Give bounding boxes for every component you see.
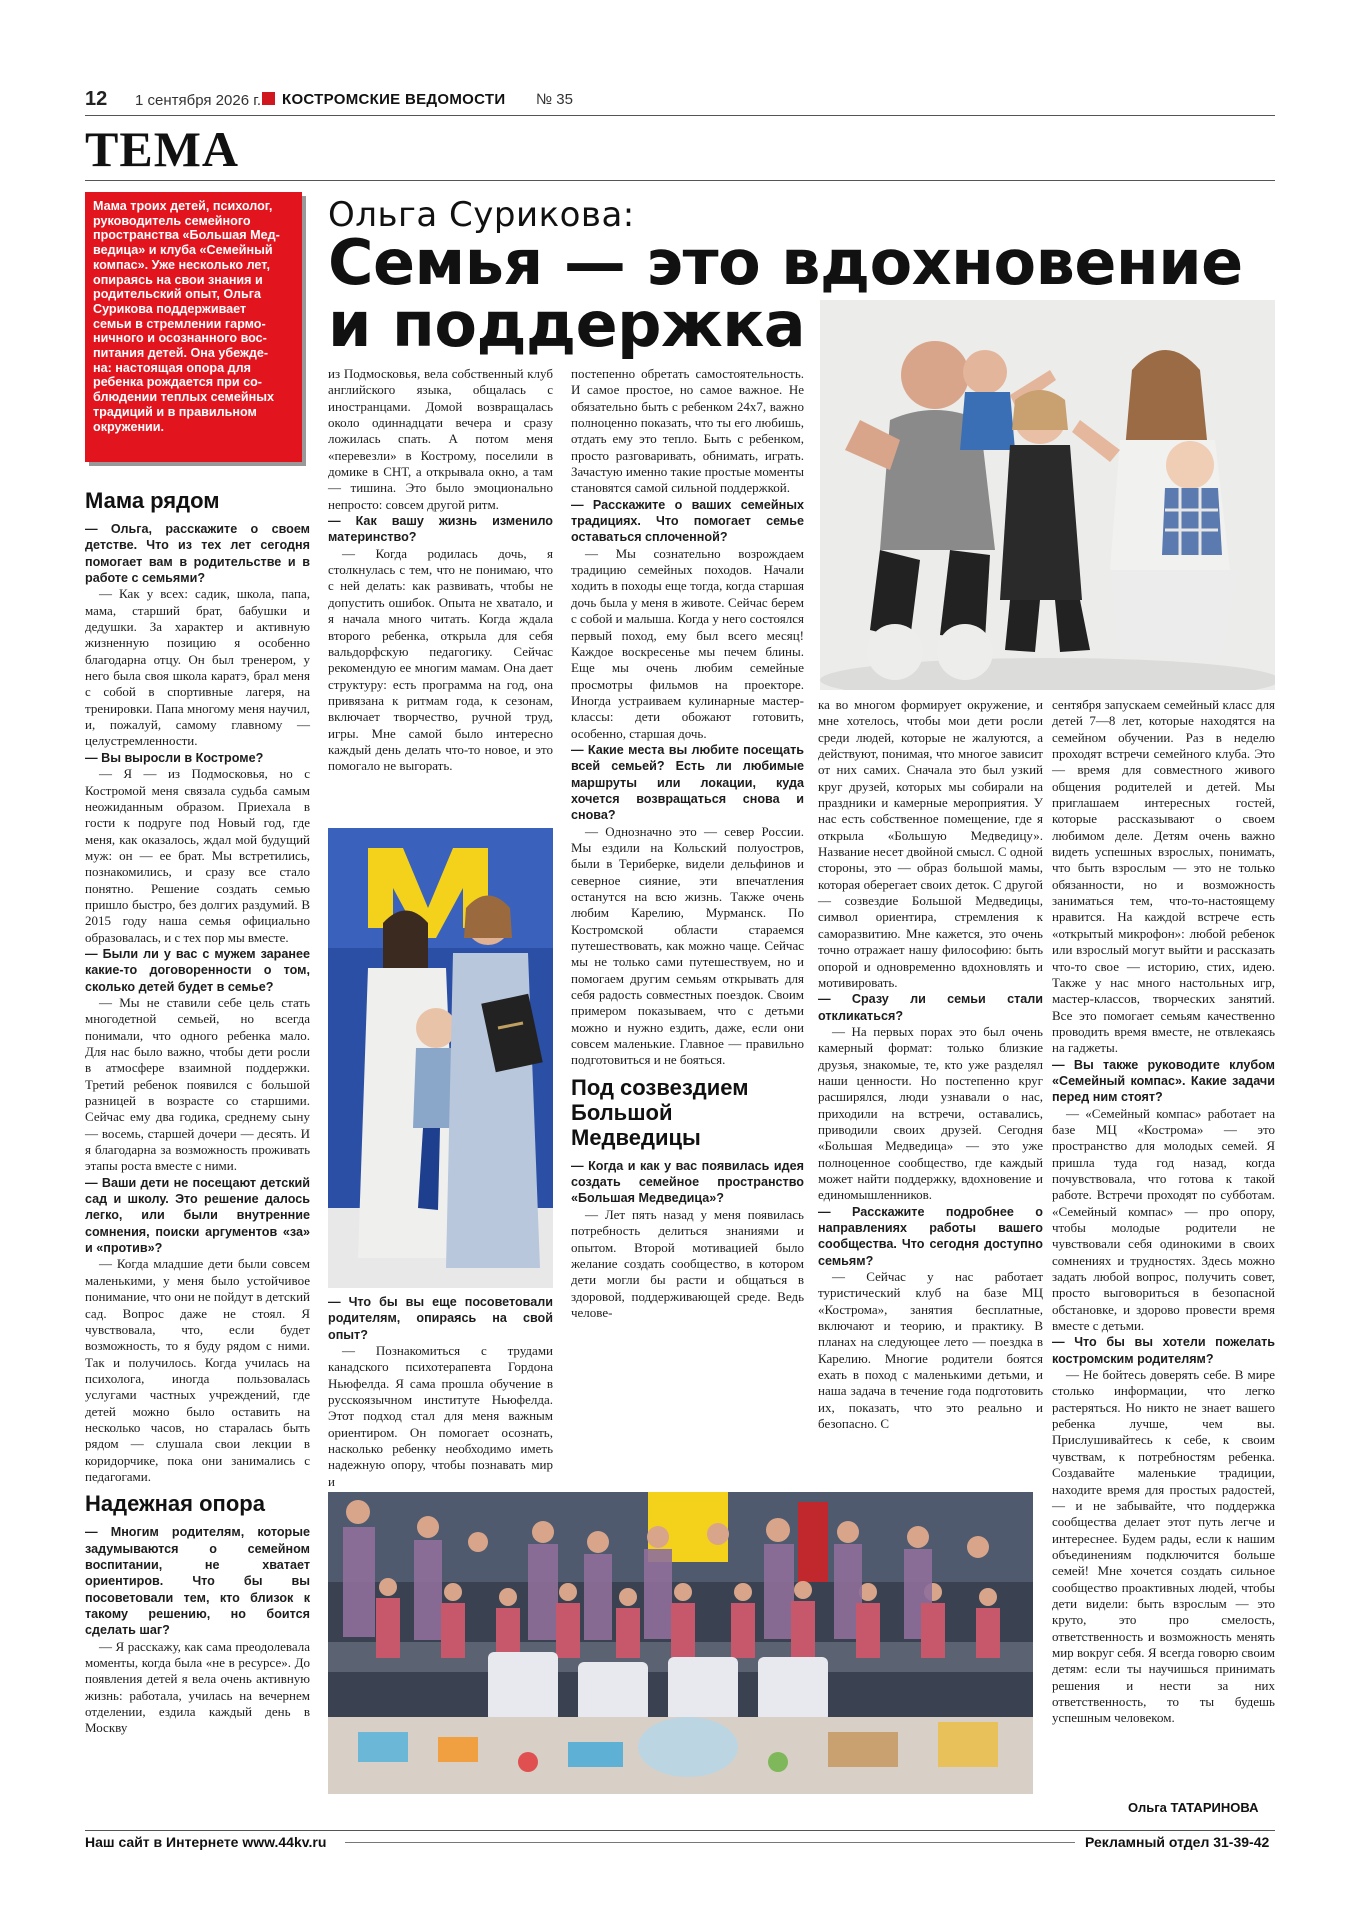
- interview-question: — Многим родителям, которые задумываются о семейном воспитании, не хватает ориентиров. Что бы вы посоветовали тем, кто близок к такому решению, но боится сделать шаг?: [85, 1525, 310, 1638]
- paragraph: — Не бойтесь доверять себе. В мире столько информации, что легко растеряться. Но никто не знает вашего ребенка лучше, чем вы. Прислушивайтесь к себе, к своим чувствам, к потребностям ребенка. Создавайте маленькие традиции, находите время для простых радостей, — и не забывайте, что поддержка сообщества делает этот путь легче и интереснее. Будем рады, если к нашим объединениям подключится больше семей! Мне хочется создать сильное сообщество проактивных людей, чтобы дети видели: быть взрослым — это круто, это про смелость, ответственность и возможность менять мир вокруг себя. Я всегда говорю своим детям: если ты научишься принимать решения и нести за них ответственность, то ты будешь успешным человеком.: [1052, 1367, 1275, 1726]
- paragraph: ка во многом формирует окружение, и мне хотелось, чтобы мои дети росли среди людей, которые не жалуются, а действуют, понимая, что многое зависит от них самих. Сначала это был узкий круг друзей, которых мы собирали на праздники и камерные мероприятия. У нас есть собственное помещение, где я открыла «Большую Медведицу». Название несет двойной смысл. С одной стороны, это — образ большой мамы, которая оберегает своих деток. С другой — созвездие Большой Медведицы, символ ориентира, стремления к саморазвитию. Мне кажется, это очень точно отражает нашу философию: быть опорой и одновременно вдохновлять и мотивировать.: [818, 697, 1043, 990]
- family-photo: [820, 300, 1275, 690]
- lead-line: традиций и в правильном: [93, 404, 257, 419]
- interview-question: — Что бы вы еще посоветовали родителям, опираясь на свой опыт?: [328, 1295, 553, 1342]
- paragraph: — Я расскажу, как сама преодолевала моменты, когда была «не в ресурсе». До появления детей я вела очень активную жизнь: работала, училась на вечернем отделении, ездила каждый день в Москву: [85, 1638, 310, 1736]
- lead-line: опираясь на свои знания и: [93, 272, 263, 287]
- paragraph: — Сейчас у нас работает туристический клуб на базе МЦ «Кострома», занятия бесплатные, включают и теорию, и практику. В планах на следующее лето — поездка в Карелию. Многие родители боятся ехать в поход с маленькими детьми, и наша задача в течение года подготовить их, показать, что это реально и безопасно. С: [818, 1269, 1043, 1432]
- interview-question: — Расскажите подробнее о направлениях работы вашего сообщества. Что сегодня доступно семьям?: [818, 1204, 1043, 1268]
- publication-name: КОСТРОМСКИЕ ВЕДОМОСТИ: [282, 91, 506, 108]
- issue-number: № 35: [536, 91, 573, 108]
- issue-date: 1 сентября 2026 г.: [135, 92, 262, 109]
- lead-line: семьи в стремлении гармо-: [93, 316, 266, 331]
- section-rule: [85, 180, 1275, 181]
- lead-line: ребенка рождается при со-: [93, 375, 262, 390]
- interview-question: — Как вашу жизнь изменило материнство?: [328, 514, 553, 545]
- lead-line: ведица» и клуба «Семейный: [93, 243, 273, 258]
- interview-question: — Сразу ли семьи стали откликаться?: [818, 992, 1043, 1023]
- interview-question: — Расскажите о ваших семейных традициях. Что помогает семье оставаться сплоченной?: [571, 497, 804, 545]
- lead-line: компас». Уже несколько лет,: [93, 257, 270, 272]
- interview-question: — Ольга, расскажите о своем детстве. Что из тех лет сегодня помогает вам в родительстве и в работе с семьями?: [85, 522, 310, 586]
- interview-question: — Когда и как у вас появилась идея создать семейное пространство «Большая Медведица»?: [571, 1158, 804, 1206]
- interview-question: — Были ли у вас с мужем заранее какие-то договоренности о том, сколько детей будет в семье?: [85, 946, 310, 994]
- paragraph: из Подмосковья, вела собственный клуб английского языка, общалась с иностранцами. Домой возвращалась около одиннадцати вечера и сразу ложилась спать. А потом меня «перевезли» в Кострому, поселили в домике в СНТ, а открывала окно, а там — тишина. Это было эмоционально непросто: совсем другой ритм.: [328, 366, 553, 512]
- column-5: [1052, 697, 1275, 1727]
- paragraph: сентября запускаем семейный класс для детей 7—8 лет, которые находятся на семейном обучении. Раз в неделю проходят встречи семейного клуба. Это — время для совместного живого общения родителей и детей. Мы приглашаем интересных гостей, которые рассказывают о своем любимом деле. Детям очень важно видеть успешных взрослых, понимать, что быть взрослым — это не только обязанности, но и возможность заниматься тем, что-то-настоящему нравится. На каждой встрече есть «открытый микрофон»: любой ребенок или взрослый могут выйти и рассказать что-то свое — историю, стих, идею. Также у нас много настольных игр, мастер-классов, творческих занятий. Все это помогает семьям качественно проводить время вместе, не отвлекаясь на гаджеты.: [1052, 697, 1275, 1056]
- lead-line: питания детей. Она убежде-: [93, 346, 269, 361]
- header-rule: [85, 115, 1275, 116]
- lead-line: пространства «Большая Мед-: [93, 228, 280, 243]
- page-number: 12: [85, 88, 108, 110]
- footer-site: Наш сайт в Интернете www.44kv.ru: [85, 1834, 327, 1850]
- lead-line: окружении.: [93, 419, 165, 434]
- subheading: Надежная опора: [85, 1491, 265, 1517]
- column-3: [571, 366, 804, 1321]
- lead-line: ничного и осознанного вос-: [93, 331, 267, 346]
- interview-question: — Ваши дети не посещают детский сад и школу. Это решение далось легко, или были внутренние сомнения, поиски аргументов «за» и «против»?: [85, 1175, 310, 1256]
- paragraph: — Однозначно это — север России. Мы ездили на Кольский полуостров, были в Териберке, видели дельфинов и северное сияние, эти впечатления останутся на всю жизнь. Также очень любим Карелию, Мурманск. По Костромской области стараемся путешествовать, как можно чаще. Сейчас мы не только сами путешествуем, но и помогаем другим семьям открывать для себя радость совместных поездок. Своим примером показываем, что с детьми можно и нужно ездить, даже, если они совсем маленькие. Главное — правильно подготовиться и не бояться.: [571, 823, 804, 1068]
- column-1: [85, 482, 310, 1737]
- headline-line-1: Семья — это вдохновение: [328, 226, 1243, 299]
- women-photo: [328, 828, 553, 1288]
- interview-question: — Что бы вы хотели пожелать костромским родителям?: [1052, 1335, 1275, 1366]
- interview-question: — Вы выросли в Костроме?: [85, 750, 264, 765]
- footer-line: [345, 1842, 1075, 1843]
- paragraph: — На первых порах это был очень камерный формат: только близкие друзья, знакомые, те, кто уже разделял наши ценности. Но постепенно круг расширялся, люди узнавали о нас, приходили на встречи, оставались, приводили своих друзей. Сегодня «Большая Медведица» — это уже полноценное сообщество, где каждый может найти поддержку, вдохновение и единомышленников.: [818, 1023, 1043, 1203]
- paragraph: — Лет пять назад у меня появилась потребность делиться знаниями и опытом. Второй мотивацией было желание создать сообщество, в котором дети могли бы расти и общаться в здоровой, поддерживающей среде. Ведь челове-: [571, 1206, 804, 1320]
- red-square-marker: [262, 92, 275, 105]
- footer-ads: Рекламный отдел 31-39-42: [1085, 1834, 1270, 1850]
- article-kicker: Ольга Сурикова:: [328, 195, 635, 235]
- headline-line-2: и поддержка: [328, 288, 806, 361]
- lead-line: родительский опыт, Ольга: [93, 287, 262, 302]
- lead-line: Мама троих детей, психолог,: [93, 199, 273, 213]
- footer-rule: [85, 1830, 1275, 1831]
- paragraph: — Познакомиться с трудами канадского психотерапевта Гордона Ньюфелда. Я сама прошла обучение в русскоязычном институте Ньюфелда. Этот подход стал для меня важным ориентиром. Он помогает осознать, насколько ребенку необходимо иметь надежную опору, чтобы познавать мир и: [328, 1343, 553, 1489]
- paragraph: — Мы сознательно возрождаем традицию семейных походов. Начали ходить в походы еще тогда, когда старшая дочь была у меня в животе. Сейчас берем с собой и малыша. Когда у него состоялся первый поход, ему был всего месяц! Каждое воскресенье мы печем блины. Еще мы очень любим семейные просмотры фильмов на проекторе. Иногда устраиваем кулинарные мастер-классы: дети обожают готовить, особенно, старшая дочь.: [571, 545, 804, 741]
- paragraph: — Когда родилась дочь, я столкнулась с тем, что не понимаю, что с ней делать: как развивать, чтобы не допустить ошибок. Опыта не хватало, и я начала много читать. Когда ждала второго ребенка, открыла для себя вальдорфскую педагогику. Сейчас рекомендую ее многим мамам. Она дает структуру: есть программа на год, она привязана к ритмам года, к сезонам, включает творчество, ручной труд, игры. Мне самой было интересно каждый день делать что-то новое, и это помогало не выгорать.: [328, 545, 553, 774]
- group-photo: [328, 1492, 1033, 1794]
- paragraph: — Мы не ставили себе цель стать многодетной семьей, но всегда понимали, что одного ребенка мало. Для нас было важно, чтобы дети росли в атмосфере взаимной поддержки. Третий ребенок появился с большой разницей в возрасте со старшими. Сейчас ему два годика, среднему сыну — восемь, старшей дочери — десять. И я благодарна за возможность проживать этапы роста вместе с ними.: [85, 994, 310, 1174]
- lead-line: блюдении теплых семейных: [93, 390, 274, 405]
- paragraph: — «Семейный компас» работает на базе МЦ «Кострома» — это пространство для молодых семей. Я пришла туда год назад, когда почувствовала, что готова к такой работе. Встречи проходят по субботам. «Семейный компас» — про опору, чтобы молодые родители не чувствовали себя одинокими в своих сомнениях и трудностях. Здесь можно задать любой вопрос, получить совет, просто выговориться в безопасной обстановке, и здорово провести время вместе с детьми.: [1052, 1105, 1275, 1334]
- paragraph: постепенно обретать самостоятельность. И самое простое, но самое важное. Не обязательно быть с ребенком 24х7, важно полноценно показать, что ты его любишь, отдать ему это тепло. Быть с ребенком, просто разговаривать, обнимать, играть. Зачастую именно такие простые моменты становятся самой сильной поддержкой.: [571, 366, 804, 496]
- subheading: Под созвездием Большой Медведицы: [571, 1074, 749, 1150]
- subheading: Мама рядом: [85, 488, 220, 513]
- lead-box: [85, 192, 302, 462]
- lead-line: руководитель семейного: [93, 213, 251, 228]
- interview-question: — Какие места вы любите посещать всей семьей? Есть ли любимые маршруты или локации, куда хочется возвращаться снова и снова?: [571, 742, 804, 823]
- lead-line: Сурикова поддерживает: [93, 301, 247, 316]
- author-signature: Ольга ТАТАРИНОВА: [1128, 1800, 1259, 1815]
- column-2-bottom: [328, 1294, 553, 1490]
- paragraph: — Я — из Подмосковья, но с Костромой меня связала судьба самым неожиданным образом. Приехала в гости к подруге под Новый год, где меня, как оказалось, ждал мой будущий муж: он — ее брат. Мы встретились, познакомились, и сразу все стало понятно. Решение создать семью пришло быстро, без долгих раздумий. В 2015 году наша семья официально образовалась, и с тех пор мы вместе.: [85, 766, 310, 945]
- paragraph: — Когда младшие дети были совсем маленькими, у меня было устойчивое понимание, что они не пойдут в детский сад. Вопрос даже не стоял. Я чувствовала, что, если будет возможность, то я буду рядом с ними. Так и получилось. Когда училась на психолога, иногда пользовалась услугами частных учреждений, где детей можно было оставить на несколько часов, но старалась быть рядом — слушала свои лекции в коридорчике, пока они занимались с педагогами.: [85, 1256, 310, 1484]
- lead-line: на: настоящая опора для: [93, 360, 251, 375]
- interview-question: — Вы также руководите клубом «Семейный компас». Какие задачи перед ним стоят?: [1052, 1057, 1275, 1105]
- column-4: [818, 697, 1043, 1432]
- paragraph: — Как у всех: садик, школа, папа, мама, старший брат, бабушки и дедушки. За характер и активную жизненную позицию я особенно благодарна отцу. Он был тренером, у него была своя школа каратэ, брал меня с собой в спортивные лагеря, на тренировки. Папа многому меня научил, и, пожалуй, самому главному — целустремленности.: [85, 586, 310, 749]
- section-title: ТЕМА: [85, 121, 239, 177]
- column-2-top: [328, 366, 553, 775]
